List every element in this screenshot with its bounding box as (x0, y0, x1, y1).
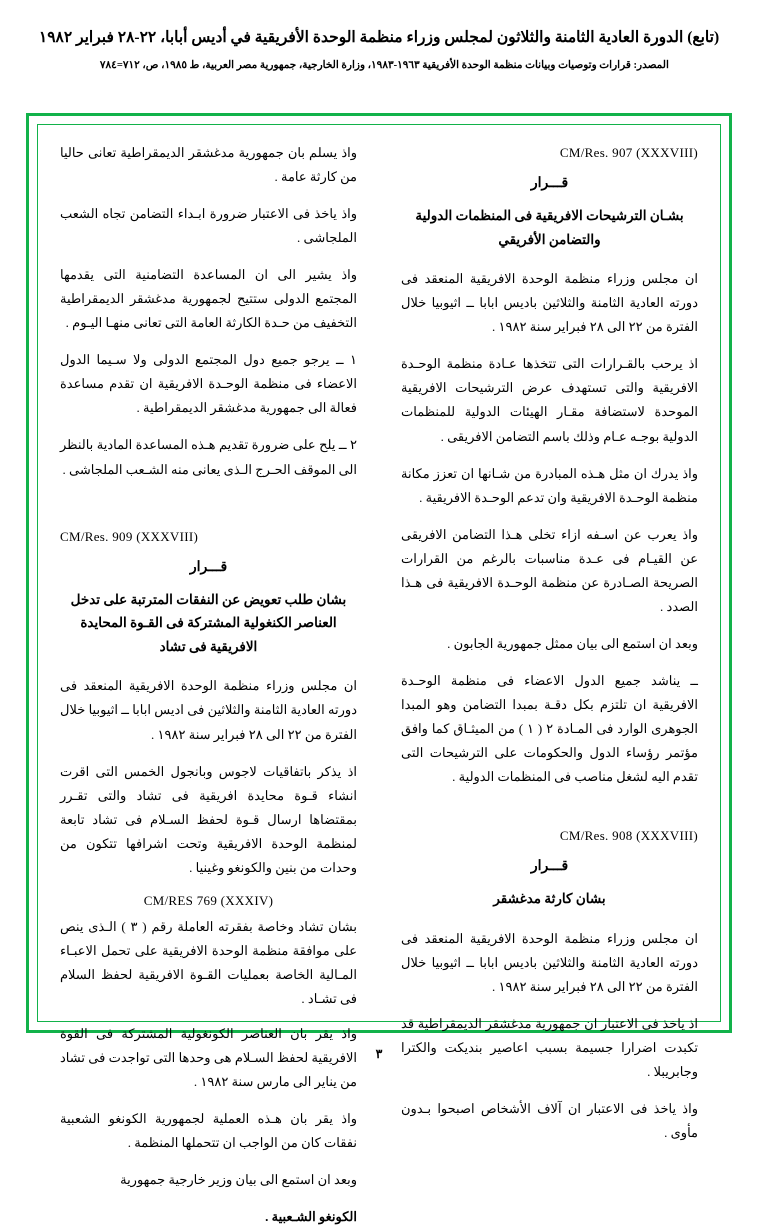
section-spacer (401, 802, 698, 824)
resolution-909-id: CM/Res. 909 (XXXVIII) (60, 528, 199, 544)
paragraph: واذ ياخذ فى الاعتبار ان آلاف الأشخاص اصبحوا بـدون مأوى . (401, 1101, 698, 1141)
section-spacer (60, 495, 357, 525)
paragraph: واذ يعرب عن اسـفه ازاء تخلى هـذا التضامن الافريقى عن القيـام فى عـدة مناسبات بالرغم من القرارات الصريحة الصـادرة عن منظمة الوحـدة الافريقية فى هـذا الصدد . (401, 526, 698, 614)
resolution-908-title: بشان كارثة مدغشقر (493, 891, 606, 907)
paragraph: واذ يشير الى ان المساعدة التضامنية التى يقدمها المجتمع الدولى ستتيح لجمهورية مدغشقر الديمقراطية التخفيف من حـدة الكارثة العامة التى تعانى منهـا اليـوم . (60, 267, 357, 331)
paragraph: ان مجلس وزراء منظمة الوحدة الافريقية المنعقد فى دورته العادية الثامنة والثلاثين فى اديس ابابا ــ اثيوبيا خلال الفترة من ٢٢ الى ٢٨ فبراير سنة ١٩٨٢ . (60, 678, 357, 742)
page-number: ٣ (375, 1047, 383, 1061)
paragraph-tail: الكونغو الشـعبية . (265, 1209, 357, 1225)
resolution-907-heading: قـــرار (530, 176, 569, 191)
content-frame-inner (37, 124, 721, 1225)
paragraph: وبعد ان استمع الى بيان وزير خارجية جمهورية (120, 1172, 357, 1188)
paragraph: وبعد ان استمع الى بيان ممثل جمهورية الجابون . (447, 635, 698, 651)
paragraph: ــ يناشد جميع الدول الاعضاء فى منظمة الوحـدة الافريقية ان تلتزم بكل دقـة بمبدا التضامن وهو المبدا الجوهرى الوارد فى المـادة ٢ ( ١ ) من الميثـاق كما وافق مؤتمر رؤساء الدول والحكومات على الترشيحات التى تقدم اليه لشغل مناصب فى المنظمات الدولية . (401, 672, 698, 785)
resolution-908-id: CM/Res. 908 (XXXVIII) (559, 828, 698, 844)
paragraph: اذ ياخذ فى الاعتبار ان جمهورية مدغشقر الديمقراطية قد تكبدت اضرارا جسيمة بسبب اعاصير بنديكت والكترا وجابريبلا . (401, 1015, 698, 1079)
paragraph: واذ يدرك ان مثل هـذه المبادرة من شـانها ان تعزز مكانة منظمة الوحـدة الافريقية وان تدعم الوحـدة الافريقية . (401, 465, 698, 505)
resolution-907-title: بشـان الترشيحات الافريقية فى المنظمات الدولية والتضامن الأفريقي (415, 208, 684, 247)
resolution-769-reference-id: CM/RES 769 (XXXIV) (143, 892, 274, 908)
left-column (38, 125, 379, 1225)
paragraph: ان مجلس وزراء منظمة الوحدة الافريقية المنعقد فى دورته العادية الثامنة والثلاثين باديس ابابا ــ اثيوبيا خلال الفترة من ٢٢ الى ٢٨ فبراير سنة ١٩٨٢ . (401, 930, 698, 994)
resolution-909-heading: قـــرار (189, 559, 228, 575)
content-frame (26, 113, 732, 1225)
resolution-907-id: CM/Res. 907 (XXXVIII) (559, 145, 698, 160)
header-source: المصدر: قرارات وتوصيات وبيانات منظمة الوحدة الأفريقية ١٩٦٣-١٩٨٣، وزارة الخارجية، جمهورية مصر العربية، ط ١٩٨٥، ص، ٧١٢=٧٨٤ ْ (89, 60, 669, 72)
paragraph: ٢ ــ يلح على ضرورة تقديم هـذه المساعدة المادية بالنظر الى الموقف الحـرج الـذى يعانى منه الشـعب الملجاشى . (60, 437, 357, 477)
paragraph: واذ يقر بان العناصر الكونغولية المشتركة فى القوة الافريقية لحفظ السـلام هى وحدها التى تواجدت فى تشاد من يناير الى مارس سنة ١٩٨٢ . (60, 1026, 357, 1090)
paragraph: ان مجلس وزراء منظمة الوحدة الافريقية المنعقد فى دورته العادية الثامنة والثلاثين باديس ابابا ــ اثيوبيا خلال الفترة من ٢٢ الى ٢٨ فبراير سنة ١٩٨٢ . (401, 271, 698, 335)
paragraph: واذ يقر بان هـذه العملية لجمهورية الكونغو الشعبية نفقات كان من الواجب ان تتحملها المنظمة . (60, 1111, 357, 1151)
resolution-909-title: بشان طلب تعويض عن النفقات المترتبة على تدخل العناصر الكنغولية المشتركة فى القـوة المحايدة الافريقية فى تشاد (70, 591, 347, 654)
paragraph: بشان تشاد وخاصة بفقرته العاملة رقم ( ٣ ) الـذى ينص على موافقة منظمة الوحدة الافريقية على تحمل الاعبـاء المـالية الخاصة بعمليات القـوة الافريقية لحفظ السلام فى تشـاد . (60, 918, 357, 1006)
paragraph: ١ ــ يرجو جميع دول المجتمع الدولى ولا سـيما الدول الاعضاء فى منظمة الوحـدة الافريقية ان تقدم مساعدة فعالة الى جمهورية مدغشقر الديمقراطية . (60, 352, 357, 416)
paragraph: واذ يسلم بان جمهورية مدغشقر الديمقراطية تعانى حاليا من كارثة عامة . (60, 145, 357, 185)
header-title: (تابع) الدورة العادية الثامنة والثلاثون لمجلس وزراء منظمة الوحدة الأفريقية في أديس أبابا، ٢٢-٢٨ فبراير ١٩٨٢ (38, 29, 720, 46)
resolution-908-heading: قـــرار (530, 859, 569, 875)
right-column (379, 125, 720, 1141)
paragraph: اذ يذكر باتفاقيات لاجوس وبانجول الخمس التى اقرت انشاء قـوة محايدة افريقية فى تشاد والتى تقـرر بمقتضاها ارسال قـوة لحفظ السـلام فى تشاد تابعة لمنظمة الوحدة الافريقية وتحت اشرافها تتكون من وحدات من بنين والكونغو وغينيا . (60, 763, 357, 875)
paragraph: واذ ياخذ فى الاعتبار ضرورة ابـداء التضامن تجاه الشعب الملجاشى . (60, 206, 357, 246)
paragraph: اذ يرحب بالقـرارات التى تتخذها عـادة منظمة الوحـدة الافريقية والتى تستهدف عرض الترشيحات الافريقية الموحدة لاستضافة مقـار الهيئات الدولية للمنظمات الدولية بوجـه عـام وذلك باسم التضامن الافريقى . (401, 356, 698, 444)
page-header (0, 0, 758, 75)
